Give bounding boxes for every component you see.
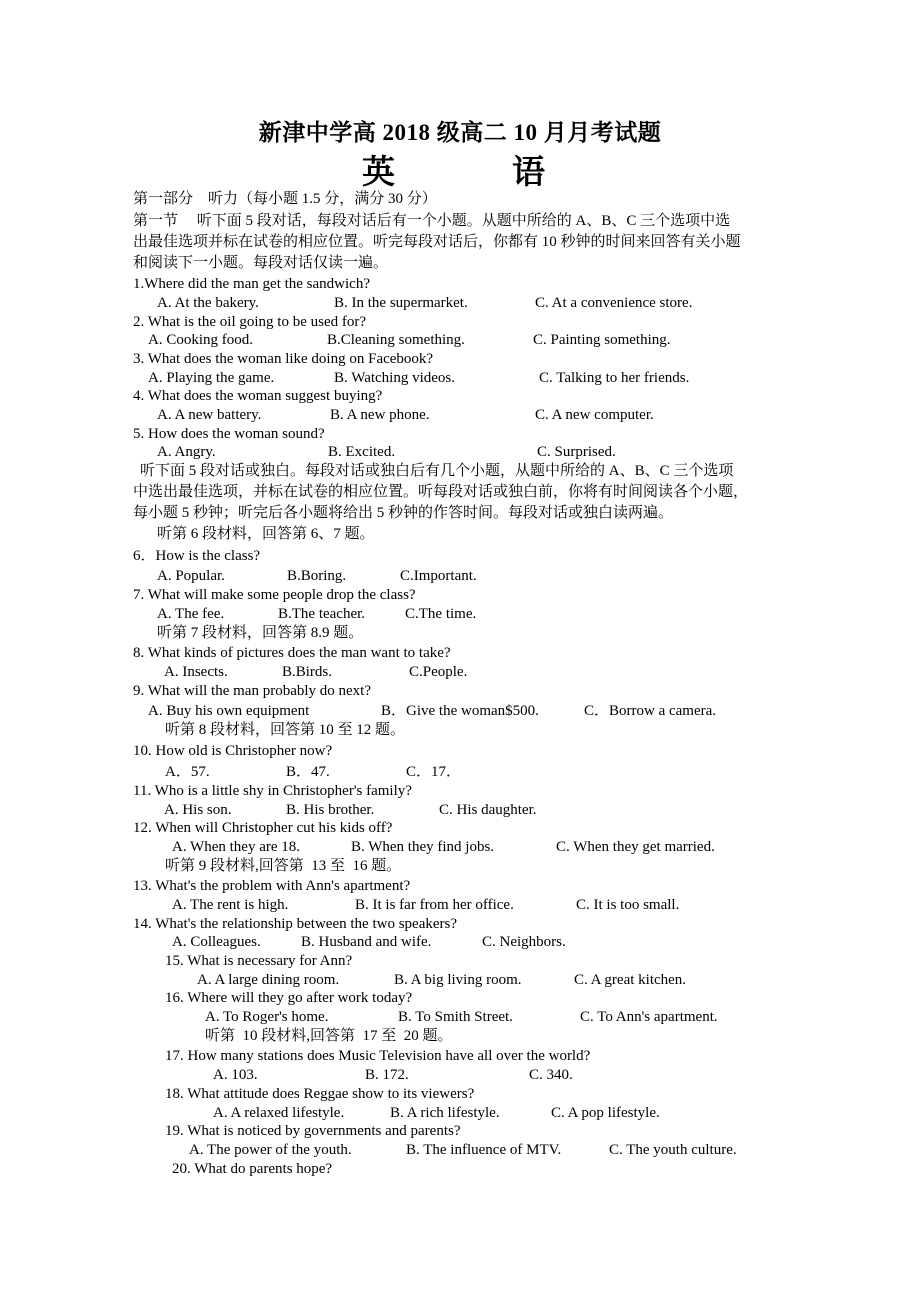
- q9-option-b: B．Give the woman$500.: [381, 703, 539, 719]
- subject-heading: [0, 146, 920, 191]
- exam-title: 新津中学高 2018 级高二 10 月月考试题: [258, 120, 662, 145]
- question-3: 3. What does the woman like doing on Facebook?: [133, 351, 434, 367]
- q2-option-b: B.Cleaning something.: [327, 332, 465, 348]
- q3-option-b: B. Watching videos.: [334, 370, 456, 386]
- question-5: 5. How does the woman sound?: [133, 426, 325, 442]
- q19-option-b: B. The influence of MTV.: [406, 1142, 562, 1158]
- question-8: 8. What kinds of pictures does the man want to take?: [133, 645, 451, 661]
- q14-option-c: C. Neighbors.: [482, 934, 566, 950]
- question-13: 13. What's the problem with Ann's apartment?: [133, 878, 411, 894]
- q3-option-c: C. Talking to her friends.: [539, 370, 690, 386]
- q1-option-a: A. At the bakery.: [157, 295, 259, 311]
- q7-option-b: B.The teacher.: [278, 606, 366, 622]
- material-6-note: 听第 6 段材料，回答第 6、7 题。: [157, 526, 375, 542]
- section2-instructions-1: 听下面 5 段对话或独白。每段对话或独白后有几个小题，从题中所给的 A、B、C 三个选项: [140, 463, 734, 479]
- section2-instructions-3: 每小题 5 秒钟；听完后各小题将给出 5 秒钟的作答时间。每段对话或独白读两遍。: [133, 505, 674, 521]
- q9-option-a: A. Buy his own equipment: [148, 703, 310, 719]
- q5-option-c: C. Surprised.: [537, 444, 616, 460]
- q18-option-b: B. A rich lifestyle.: [390, 1105, 500, 1121]
- subject-char-left: 英: [362, 155, 395, 191]
- section1-instructions-2: 出最佳选项并标在试卷的相应位置。听完每段对话后，你都有 10 秒钟的时间来回答有关小题: [133, 234, 741, 250]
- q12-option-c: C. When they get married.: [556, 839, 715, 855]
- question-9: 9. What will the man probably do next?: [133, 683, 372, 699]
- q15-option-c: C. A great kitchen.: [574, 972, 687, 988]
- q2-option-a: A. Cooking food.: [148, 332, 253, 348]
- question-17: 17. How many stations does Music Television have all over the world?: [165, 1048, 591, 1064]
- question-19: 19. What is noticed by governments and parents?: [165, 1123, 461, 1139]
- q9-option-c: C．Borrow a camera.: [584, 703, 717, 719]
- q10-option-a: A．57.: [165, 764, 210, 780]
- q2-option-c: C. Painting something.: [533, 332, 671, 348]
- q17-option-a: A. 103.: [213, 1067, 258, 1083]
- q17-option-b: B. 172.: [365, 1067, 409, 1083]
- q15-option-b: B. A big living room.: [394, 972, 522, 988]
- q14-option-b: B. Husband and wife.: [301, 934, 432, 950]
- q19-option-a: A. The power of the youth.: [189, 1142, 352, 1158]
- q4-option-a: A. A new battery.: [157, 407, 262, 423]
- q5-option-a: A. Angry.: [157, 444, 216, 460]
- q16-option-a: A. To Roger's home.: [205, 1009, 329, 1025]
- q17-option-c: C. 340.: [529, 1067, 573, 1083]
- q19-option-c: C. The youth culture.: [609, 1142, 737, 1158]
- q6-option-a: A. Popular.: [157, 568, 225, 584]
- q11-option-a: A. His son.: [164, 802, 232, 818]
- q18-option-c: C. A pop lifestyle.: [551, 1105, 660, 1121]
- question-7: 7. What will make some people drop the class?: [133, 587, 416, 603]
- q8-option-b: B.Birds.: [282, 664, 333, 680]
- q8-option-a: A. Insects.: [164, 664, 228, 680]
- q6-option-b: B.Boring.: [287, 568, 347, 584]
- q4-option-c: C. A new computer.: [535, 407, 654, 423]
- material-10-note: 听第 10 段材料,回答第 17 至 20 题。: [205, 1028, 453, 1044]
- question-20: 20. What do parents hope?: [172, 1161, 333, 1177]
- q12-option-a: A. When they are 18.: [172, 839, 301, 855]
- subject-char-right: 语: [512, 155, 545, 191]
- question-6: 6．How is the class?: [133, 548, 261, 564]
- question-11: 11. Who is a little shy in Christopher's family?: [133, 783, 412, 799]
- q14-option-a: A. Colleagues.: [172, 934, 261, 950]
- q7-option-a: A. The fee.: [157, 606, 225, 622]
- material-7-note: 听第 7 段材料，回答第 8.9 题。: [157, 625, 364, 641]
- q7-option-c: C.The time.: [405, 606, 477, 622]
- q13-option-b: B. It is far from her office.: [355, 897, 514, 913]
- question-18: 18. What attitude does Reggae show to its viewers?: [165, 1086, 475, 1102]
- q4-option-b: B. A new phone.: [330, 407, 430, 423]
- q13-option-a: A. The rent is high.: [172, 897, 289, 913]
- section1-instructions-1: 第一节 听下面 5 段对话，每段对话后有一个小题。从题中所给的 A、B、C 三个选项中选: [133, 213, 731, 229]
- question-15: 15. What is necessary for Ann?: [165, 953, 353, 969]
- q1-option-b: B. In the supermarket.: [334, 295, 468, 311]
- section2-instructions-2: 中选出最佳选项，并标在试卷的相应位置。听每段对话或独白前，你将有时间阅读各个小题，: [133, 484, 749, 500]
- q16-option-b: B. To Smith Street.: [398, 1009, 513, 1025]
- question-12: 12. When will Christopher cut his kids off?: [133, 820, 393, 836]
- material-8-note: 听第 8 段材料，回答第 10 至 12 题。: [165, 722, 406, 738]
- question-16: 16. Where will they go after work today?: [165, 990, 413, 1006]
- question-4: 4. What does the woman suggest buying?: [133, 388, 383, 404]
- q16-option-c: C. To Ann's apartment.: [580, 1009, 718, 1025]
- q11-option-c: C. His daughter.: [439, 802, 537, 818]
- q3-option-a: A. Playing the game.: [148, 370, 275, 386]
- q10-option-b: B．47.: [286, 764, 330, 780]
- part1-heading: 第一部分 听力（每小题 1.5 分，满分 30 分）: [133, 191, 437, 207]
- question-10: 10. How old is Christopher now?: [133, 743, 333, 759]
- question-1: 1.Where did the man get the sandwich?: [133, 276, 370, 292]
- q11-option-b: B. His brother.: [286, 802, 375, 818]
- q5-option-b: B. Excited.: [328, 444, 396, 460]
- question-2: 2. What is the oil going to be used for?: [133, 314, 367, 330]
- q6-option-c: C.Important.: [400, 568, 477, 584]
- q8-option-c: C.People.: [409, 664, 468, 680]
- q13-option-c: C. It is too small.: [576, 897, 680, 913]
- q1-option-c: C. At a convenience store.: [535, 295, 693, 311]
- q12-option-b: B. When they find jobs.: [351, 839, 495, 855]
- question-14: 14. What's the relationship between the two speakers?: [133, 916, 457, 932]
- q10-option-c: C．17．: [406, 764, 462, 780]
- q15-option-a: A. A large dining room.: [197, 972, 340, 988]
- q18-option-a: A. A relaxed lifestyle.: [213, 1105, 345, 1121]
- material-9-note: 听第 9 段材料,回答第 13 至 16 题。: [165, 858, 402, 874]
- section1-instructions-3: 和阅读下一小题。每段对话仅读一遍。: [133, 255, 389, 271]
